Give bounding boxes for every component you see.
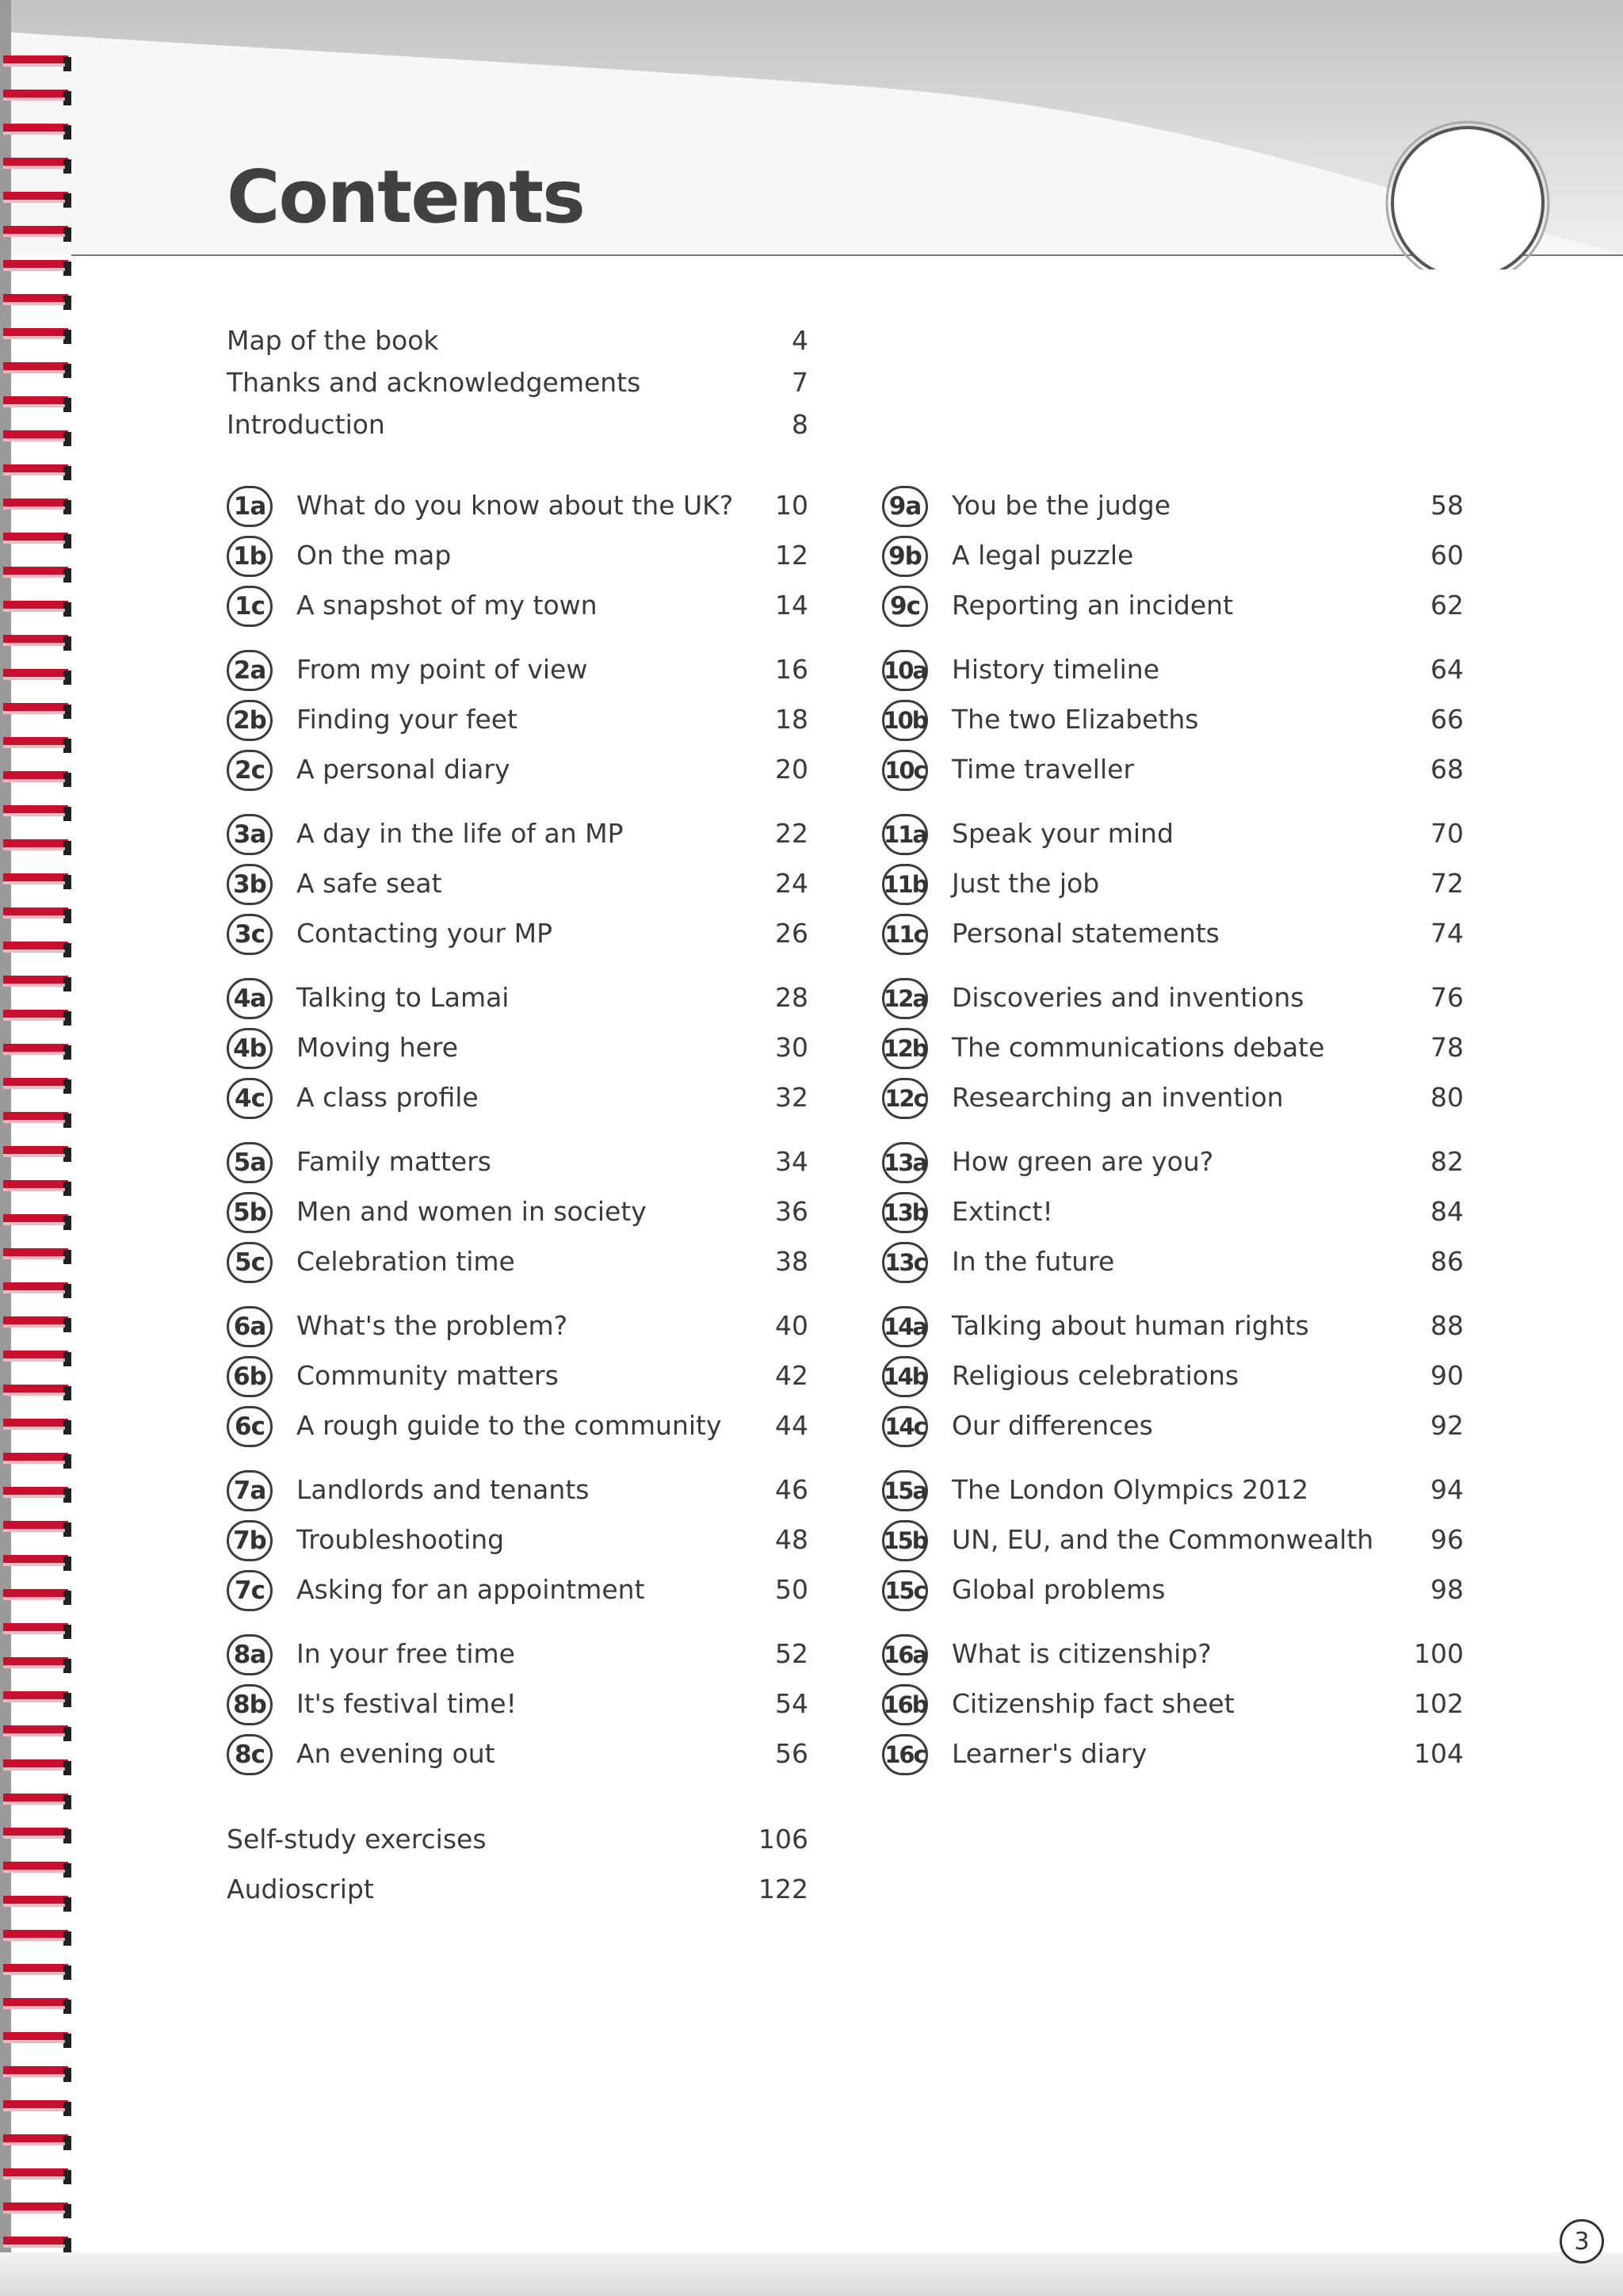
unit-title: An evening out	[296, 1738, 495, 1769]
unit-page-number: 104	[1414, 1738, 1464, 1769]
unit-badge: 7b	[227, 1520, 273, 1561]
unit-title: Religious celebrations	[952, 1360, 1239, 1391]
unit-badge: 11b	[882, 864, 928, 905]
spiral-ring	[3, 1214, 71, 1230]
unit-entry	[227, 1142, 808, 1183]
unit-page-number: 66	[1430, 704, 1464, 735]
spiral-ring	[3, 1248, 71, 1264]
spiral-ring	[3, 499, 71, 514]
unit-page-number: 48	[775, 1524, 808, 1555]
unit-badge: 8a	[227, 1634, 273, 1675]
spiral-ring	[3, 1794, 71, 1809]
unit-title: A safe seat	[296, 868, 442, 899]
unit-page-number: 14	[775, 590, 808, 621]
spiral-ring	[3, 1316, 71, 1332]
unit-title: Reporting an incident	[952, 590, 1234, 621]
unit-entry	[227, 1078, 808, 1119]
unit-page-number: 96	[1430, 1524, 1464, 1555]
unit-entry	[227, 486, 808, 527]
unit-title: The communications debate	[952, 1032, 1325, 1063]
contents-entry	[227, 1820, 808, 1861]
spiral-ring	[3, 1078, 71, 1094]
unit-entry	[882, 750, 1464, 791]
unit-page-number: 68	[1430, 754, 1464, 785]
page-title: Contents	[227, 155, 584, 239]
unit-title: On the map	[296, 540, 452, 571]
entry-title: Thanks and acknowledgements	[227, 367, 641, 398]
unit-badge: 11a	[882, 814, 928, 855]
unit-page-number: 24	[775, 868, 808, 899]
unit-title: What's the problem?	[296, 1310, 568, 1341]
spiral-ring	[3, 1146, 71, 1162]
unit-page-number: 12	[775, 540, 808, 571]
unit-entry	[227, 700, 808, 741]
unit-title: Family matters	[296, 1146, 491, 1177]
unit-entry	[882, 536, 1464, 577]
unit-entry	[227, 1470, 808, 1511]
unit-page-number: 64	[1430, 654, 1464, 685]
unit-entry	[227, 1028, 808, 1069]
spiral-ring	[3, 1623, 71, 1639]
unit-page-number: 70	[1430, 818, 1464, 849]
unit-badge: 4a	[227, 978, 273, 1019]
spiral-ring	[3, 464, 71, 480]
spiral-ring	[3, 1828, 71, 1843]
spiral-ring	[3, 1282, 71, 1298]
unit-page-number: 36	[775, 1196, 808, 1227]
spiral-ring	[3, 55, 71, 71]
spiral-ring	[3, 1998, 71, 2014]
unit-page-number: 44	[775, 1410, 808, 1441]
entry-page-number: 4	[792, 325, 808, 356]
unit-page-number: 16	[775, 654, 808, 685]
unit-title: You be the judge	[952, 490, 1171, 521]
spiral-ring	[3, 2237, 71, 2252]
spiral-ring	[3, 1964, 71, 1980]
spiral-ring	[3, 771, 71, 787]
unit-page-number: 18	[775, 704, 808, 735]
unit-badge: 16c	[882, 1734, 928, 1775]
unit-title: Talking to Lamai	[296, 982, 510, 1013]
spiral-ring	[3, 430, 71, 446]
unit-title: Landlords and tenants	[296, 1474, 590, 1505]
unit-page-number: 90	[1430, 1360, 1464, 1391]
spiral-ring	[3, 362, 71, 378]
unit-page-number: 72	[1430, 868, 1464, 899]
unit-badge: 10c	[882, 750, 928, 791]
unit-page-number: 102	[1414, 1688, 1464, 1719]
spiral-ring	[3, 328, 71, 344]
spiral-ring	[3, 1691, 71, 1707]
unit-entry	[882, 1192, 1464, 1233]
unit-badge: 6a	[227, 1306, 273, 1347]
spiral-ring	[3, 737, 71, 753]
spiral-ring	[3, 226, 71, 242]
unit-title: Asking for an appointment	[296, 1574, 645, 1605]
unit-page-number: 62	[1430, 590, 1464, 621]
unit-page-number: 80	[1430, 1082, 1464, 1113]
unit-entry	[882, 1306, 1464, 1347]
unit-badge: 15c	[882, 1570, 928, 1611]
spiral-ring	[3, 260, 71, 276]
unit-entry	[882, 978, 1464, 1019]
contents-entry	[227, 363, 808, 404]
entry-title: Introduction	[227, 409, 385, 440]
unit-title: The two Elizabeths	[952, 704, 1199, 735]
spiral-ring	[3, 396, 71, 412]
unit-title: Contacting your MP	[296, 918, 552, 949]
unit-page-number: 28	[775, 982, 808, 1013]
unit-badge: 5a	[227, 1142, 273, 1183]
unit-badge: 11c	[882, 914, 928, 955]
spiral-ring	[3, 805, 71, 821]
spiral-ring	[3, 1657, 71, 1673]
unit-badge: 9b	[882, 536, 928, 577]
unit-entry	[882, 1570, 1464, 1611]
unit-badge: 4b	[227, 1028, 273, 1069]
spiral-ring	[3, 907, 71, 923]
unit-entry	[227, 1356, 808, 1397]
unit-page-number: 92	[1430, 1410, 1464, 1441]
unit-badge: 9a	[882, 486, 928, 527]
entry-title: Map of the book	[227, 325, 439, 356]
unit-badge: 15a	[882, 1470, 928, 1511]
unit-page-number: 100	[1414, 1638, 1464, 1669]
unit-title: Personal statements	[952, 918, 1220, 949]
spiral-ring	[3, 1487, 71, 1503]
spiral-ring	[3, 1385, 71, 1400]
unit-entry	[882, 1470, 1464, 1511]
unit-page-number: 86	[1430, 1246, 1464, 1277]
unit-badge: 3a	[227, 814, 273, 855]
unit-title: Global problems	[952, 1574, 1166, 1605]
unit-page-number: 56	[775, 1738, 808, 1769]
unit-entry	[227, 1192, 808, 1233]
unit-title: A rough guide to the community	[296, 1410, 722, 1441]
spiral-ring	[3, 976, 71, 991]
unit-entry	[227, 1406, 808, 1447]
header-circle-emblem	[1392, 128, 1543, 269]
spiral-ring	[3, 2032, 71, 2048]
unit-badge: 16a	[882, 1634, 928, 1675]
unit-page-number: 88	[1430, 1310, 1464, 1341]
unit-title: A snapshot of my town	[296, 590, 598, 621]
unit-badge: 10a	[882, 650, 928, 691]
unit-title: A personal diary	[296, 754, 510, 785]
unit-title: History timeline	[952, 654, 1160, 685]
unit-entry	[882, 586, 1464, 627]
spiral-ring	[3, 2168, 71, 2184]
unit-page-number: 38	[775, 1246, 808, 1277]
unit-title: Talking about human rights	[952, 1310, 1309, 1341]
contents-entry	[227, 321, 808, 362]
unit-entry	[227, 978, 808, 1019]
unit-badge: 4c	[227, 1078, 273, 1119]
spiral-ring	[3, 567, 71, 583]
unit-page-number: 52	[775, 1638, 808, 1669]
unit-badge: 9c	[882, 586, 928, 627]
unit-entry	[882, 486, 1464, 527]
unit-badge: 8b	[227, 1684, 273, 1725]
entry-title: Self-study exercises	[227, 1824, 487, 1855]
unit-badge: 14a	[882, 1306, 928, 1347]
unit-badge: 7c	[227, 1570, 273, 1611]
unit-badge: 14c	[882, 1406, 928, 1447]
unit-badge: 7a	[227, 1470, 273, 1511]
page-number-badge: 3	[1560, 2219, 1604, 2264]
entry-page-number: 7	[792, 367, 808, 398]
unit-title: Citizenship fact sheet	[952, 1688, 1235, 1719]
unit-badge: 5c	[227, 1242, 273, 1283]
spiral-binding	[0, 0, 87, 2296]
unit-badge: 3c	[227, 914, 273, 955]
spiral-ring	[3, 294, 71, 310]
spiral-ring	[3, 192, 71, 208]
unit-page-number: 34	[775, 1146, 808, 1177]
spiral-ring	[3, 1896, 71, 1912]
unit-entry	[882, 700, 1464, 741]
unit-entry	[882, 864, 1464, 905]
unit-entry	[227, 1242, 808, 1283]
unit-page-number: 82	[1430, 1146, 1464, 1177]
unit-badge: 13b	[882, 1192, 928, 1233]
unit-entry	[227, 536, 808, 577]
unit-page-number: 42	[775, 1360, 808, 1391]
unit-page-number: 94	[1430, 1474, 1464, 1505]
unit-badge: 2b	[227, 700, 273, 741]
spiral-ring	[3, 669, 71, 685]
unit-page-number: 32	[775, 1082, 808, 1113]
unit-page-number: 22	[775, 818, 808, 849]
spiral-ring	[3, 1725, 71, 1741]
unit-title: Men and women in society	[296, 1196, 647, 1227]
spiral-ring	[3, 1350, 71, 1366]
contents-entry	[227, 1870, 808, 1911]
unit-page-number: 20	[775, 754, 808, 785]
spiral-ring	[3, 1419, 71, 1435]
unit-title: The London Olympics 2012	[952, 1474, 1309, 1505]
unit-title: It's festival time!	[296, 1688, 517, 1719]
entry-page-number: 8	[792, 409, 808, 440]
unit-entry	[882, 914, 1464, 955]
unit-title: A day in the life of an MP	[296, 818, 624, 849]
unit-title: Troubleshooting	[296, 1524, 505, 1555]
unit-entry	[227, 1734, 808, 1775]
entry-page-number: 106	[758, 1824, 808, 1855]
entry-page-number: 122	[758, 1874, 808, 1904]
unit-title: Celebration time	[296, 1246, 515, 1277]
unit-badge: 6c	[227, 1406, 273, 1447]
spiral-ring	[3, 635, 71, 651]
spiral-ring	[3, 839, 71, 855]
spiral-ring	[3, 1453, 71, 1469]
spiral-ring	[3, 90, 71, 105]
unit-title: UN, EU, and the Commonwealth	[952, 1524, 1374, 1555]
unit-title: Speak your mind	[952, 818, 1174, 849]
unit-page-number: 78	[1430, 1032, 1464, 1063]
spiral-ring	[3, 1044, 71, 1060]
unit-entry	[227, 650, 808, 691]
unit-page-number: 58	[1430, 490, 1464, 521]
spiral-ring	[3, 601, 71, 617]
spiral-ring	[3, 1010, 71, 1026]
unit-page-number: 76	[1430, 982, 1464, 1013]
spiral-ring	[3, 1862, 71, 1878]
unit-entry	[882, 1684, 1464, 1725]
contents-entry	[227, 405, 808, 446]
spiral-ring	[3, 942, 71, 957]
unit-entry	[227, 864, 808, 905]
unit-badge: 15b	[882, 1520, 928, 1561]
unit-badge: 1c	[227, 586, 273, 627]
unit-title: Our differences	[952, 1410, 1153, 1441]
unit-entry	[227, 1684, 808, 1725]
unit-badge: 6b	[227, 1356, 273, 1397]
unit-title: Time traveller	[952, 754, 1135, 785]
unit-badge: 14b	[882, 1356, 928, 1397]
unit-page-number: 26	[775, 918, 808, 949]
unit-badge: 13c	[882, 1242, 928, 1283]
unit-title: What is citizenship?	[952, 1638, 1212, 1669]
unit-badge: 10b	[882, 700, 928, 741]
spiral-ring	[3, 124, 71, 139]
unit-badge: 13a	[882, 1142, 928, 1183]
unit-title: Moving here	[296, 1032, 459, 1063]
unit-entry	[882, 1520, 1464, 1561]
unit-entry	[882, 1142, 1464, 1183]
unit-entry	[227, 814, 808, 855]
unit-entry	[882, 1242, 1464, 1283]
spiral-ring	[3, 1930, 71, 1946]
unit-title: Just the job	[952, 868, 1100, 899]
spiral-ring	[3, 2100, 71, 2116]
unit-entry	[227, 1306, 808, 1347]
unit-entry	[882, 1634, 1464, 1675]
spiral-ring	[3, 1180, 71, 1196]
unit-title: A class profile	[296, 1082, 479, 1113]
spiral-ring	[3, 873, 71, 889]
unit-page-number: 84	[1430, 1196, 1464, 1227]
unit-page-number: 40	[775, 1310, 808, 1341]
spiral-ring	[3, 2134, 71, 2150]
spiral-ring	[3, 1589, 71, 1605]
unit-badge: 12b	[882, 1028, 928, 1069]
unit-entry	[882, 1356, 1464, 1397]
unit-badge: 5b	[227, 1192, 273, 1233]
unit-badge: 2a	[227, 650, 273, 691]
entry-title: Audioscript	[227, 1874, 374, 1904]
spiral-ring	[3, 703, 71, 719]
unit-entry	[882, 650, 1464, 691]
unit-page-number: 46	[775, 1474, 808, 1505]
unit-badge: 1a	[227, 486, 273, 527]
unit-entry	[882, 1734, 1464, 1775]
spiral-ring	[3, 2202, 71, 2218]
bottom-band	[0, 2252, 1623, 2296]
unit-badge: 12a	[882, 978, 928, 1019]
spiral-ring	[3, 1555, 71, 1571]
spiral-ring	[3, 2066, 71, 2082]
unit-title: How green are you?	[952, 1146, 1214, 1177]
unit-entry	[227, 750, 808, 791]
spiral-ring	[3, 1759, 71, 1775]
spiral-ring	[3, 1521, 71, 1537]
unit-entry	[227, 1634, 808, 1675]
unit-title: Community matters	[296, 1360, 559, 1391]
unit-title: Researching an invention	[952, 1082, 1284, 1113]
unit-badge: 1b	[227, 536, 273, 577]
spiral-ring	[3, 533, 71, 548]
unit-entry	[882, 1028, 1464, 1069]
unit-title: What do you know about the UK?	[296, 490, 734, 521]
unit-entry	[227, 914, 808, 955]
spiral-ring	[3, 1112, 71, 1128]
unit-title: From my point of view	[296, 654, 588, 685]
unit-entry	[882, 814, 1464, 855]
unit-page-number: 50	[775, 1574, 808, 1605]
unit-entry	[227, 1570, 808, 1611]
unit-title: In your free time	[296, 1638, 515, 1669]
unit-title: Learner's diary	[952, 1738, 1148, 1769]
unit-page-number: 10	[775, 490, 808, 521]
unit-page-number: 30	[775, 1032, 808, 1063]
unit-title: In the future	[952, 1246, 1115, 1277]
unit-badge: 2c	[227, 750, 273, 791]
unit-page-number: 60	[1430, 540, 1464, 571]
unit-badge: 8c	[227, 1734, 273, 1775]
unit-page-number: 54	[775, 1688, 808, 1719]
unit-title: Discoveries and inventions	[952, 982, 1304, 1013]
unit-page-number: 74	[1430, 918, 1464, 949]
spiral-ring	[3, 158, 71, 174]
unit-entry	[882, 1078, 1464, 1119]
unit-entry	[882, 1406, 1464, 1447]
unit-page-number: 98	[1430, 1574, 1464, 1605]
unit-badge: 12c	[882, 1078, 928, 1119]
unit-badge: 16b	[882, 1684, 928, 1725]
unit-title: A legal puzzle	[952, 540, 1134, 571]
unit-entry	[227, 586, 808, 627]
unit-entry	[227, 1520, 808, 1561]
unit-title: Finding your feet	[296, 704, 517, 735]
unit-title: Extinct!	[952, 1196, 1053, 1227]
unit-badge: 3b	[227, 864, 273, 905]
